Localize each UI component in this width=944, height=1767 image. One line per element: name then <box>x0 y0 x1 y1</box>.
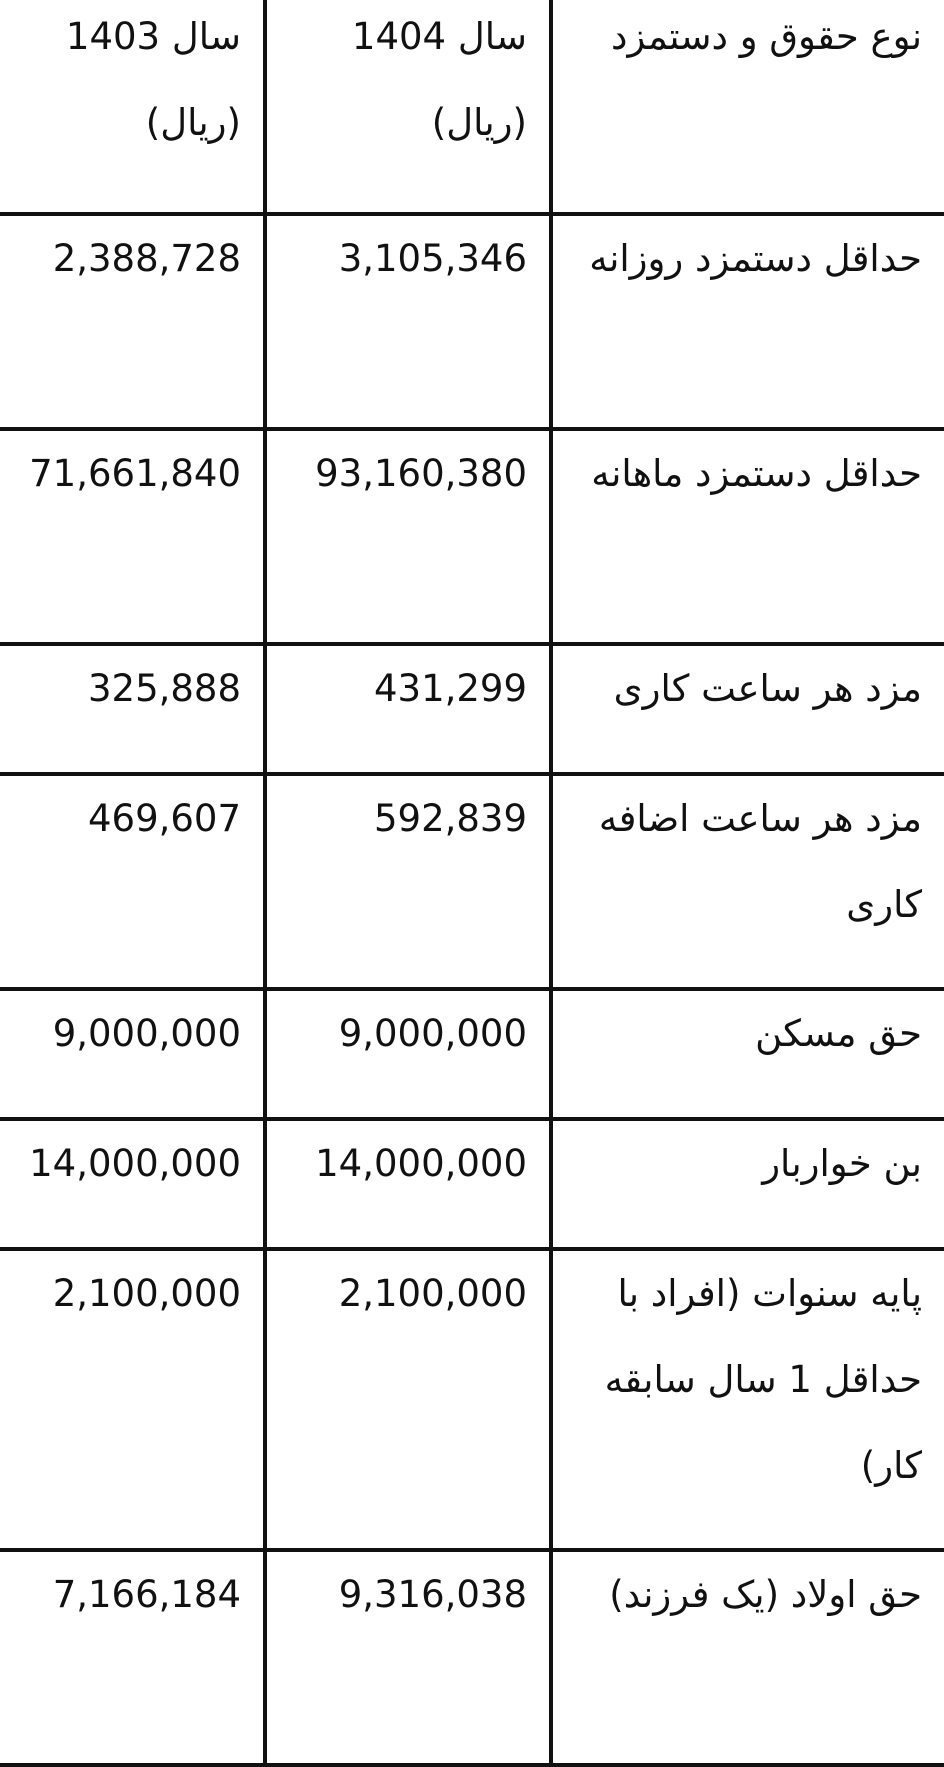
row-label: حق مسکن <box>551 989 944 1119</box>
table-row <box>0 644 944 774</box>
table-row <box>0 1249 944 1550</box>
value-1403: 9,000,000 <box>0 989 265 1119</box>
table-row <box>0 214 944 429</box>
value-1403: 2,100,000 <box>0 1249 265 1550</box>
row-label: حق اولاد (یک فرزند) <box>551 1550 944 1765</box>
value-1403: 7,166,184 <box>0 1550 265 1765</box>
value-1403: 469,607 <box>0 774 265 989</box>
table-row <box>0 774 944 989</box>
table-row <box>0 429 944 644</box>
table-row <box>0 989 944 1119</box>
value-1404: 93,160,380 <box>265 429 551 644</box>
value-1404: 2,100,000 <box>265 1249 551 1550</box>
table-row <box>0 1119 944 1249</box>
header-year-1404: سال 1404 (ریال) <box>265 0 551 214</box>
row-label: حداقل دستمزد روزانه <box>551 214 944 429</box>
value-1404: 431,299 <box>265 644 551 774</box>
value-1404: 9,000,000 <box>265 989 551 1119</box>
row-label: مزد هر ساعت کاری <box>551 644 944 774</box>
value-1403: 14,000,000 <box>0 1119 265 1249</box>
row-label: پایه سنوات (افراد با حداقل 1 سال سابقه کار) <box>551 1249 944 1550</box>
row-label: حداقل دستمزد ماهانه <box>551 429 944 644</box>
value-1404: 14,000,000 <box>265 1119 551 1249</box>
table-header-row <box>0 0 944 214</box>
row-label: بن خواربار <box>551 1119 944 1249</box>
header-year-1403: سال 1403 (ریال) <box>0 0 265 214</box>
table-row <box>0 1550 944 1765</box>
value-1403: 325,888 <box>0 644 265 774</box>
row-label: مزد هر ساعت اضافه کاری <box>551 774 944 989</box>
value-1403: 2,388,728 <box>0 214 265 429</box>
value-1404: 9,316,038 <box>265 1550 551 1765</box>
header-wage-type: نوع حقوق و دستمزد <box>551 0 944 214</box>
value-1404: 3,105,346 <box>265 214 551 429</box>
value-1404: 592,839 <box>265 774 551 989</box>
value-1403: 71,661,840 <box>0 429 265 644</box>
